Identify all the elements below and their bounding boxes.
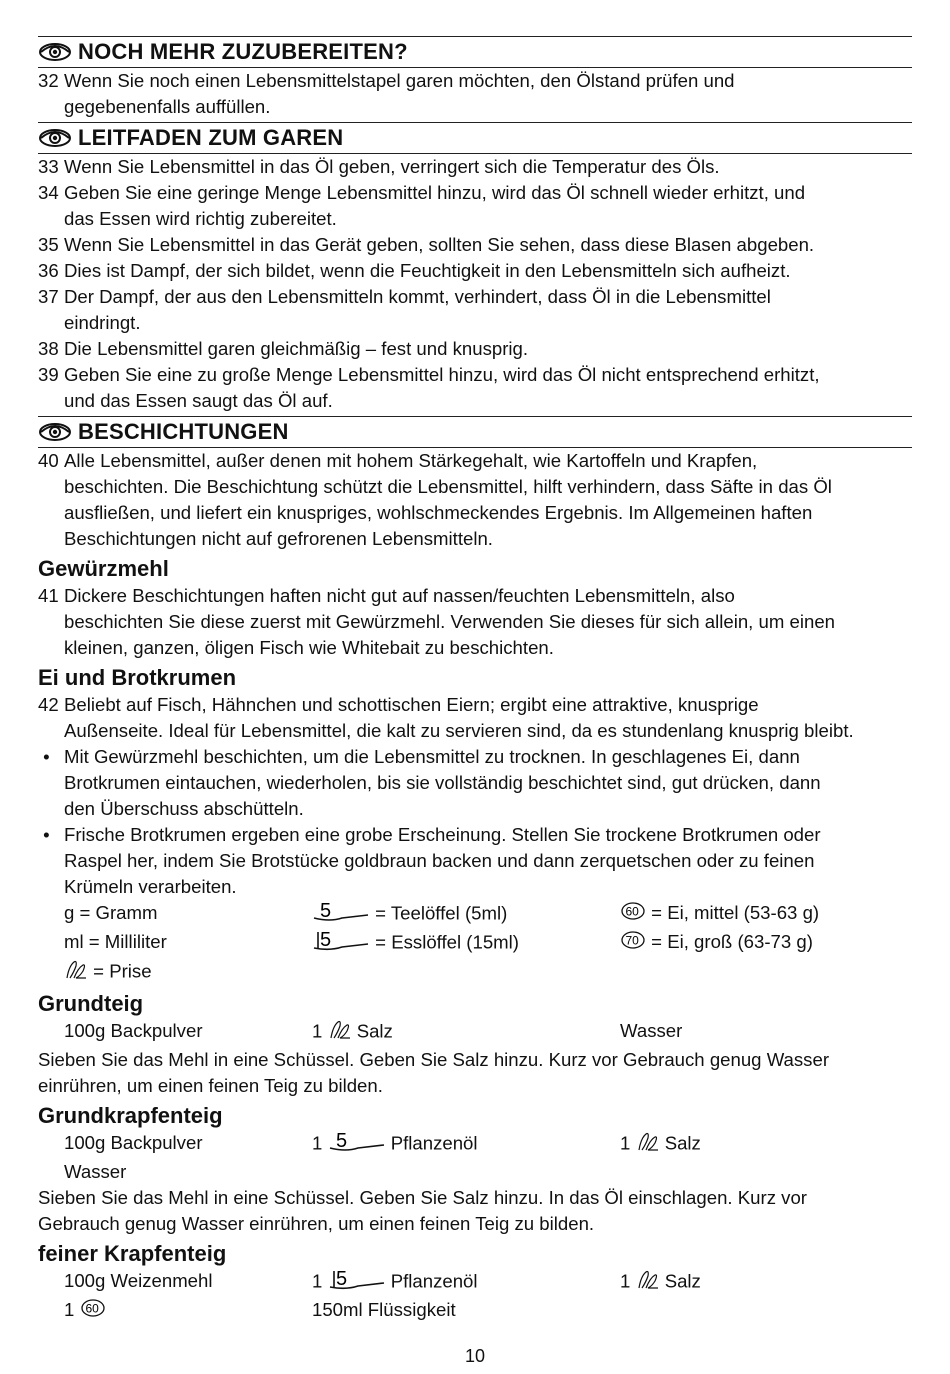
list-item: [38, 180, 912, 232]
item-number: 35: [38, 234, 59, 255]
item-text: Geben Sie eine zu große Menge Lebensmittel hinzu, wird das Öl nicht entsprechend erhitzt,: [64, 364, 820, 385]
paragraph-line: Sieben Sie das Mehl in eine Schüssel. Geben Sie Salz hinzu. Kurz vor Gebrauch genug Wasser: [38, 1049, 830, 1070]
eye-icon: [38, 422, 72, 442]
list-item: [38, 258, 912, 284]
item-text: kleinen, ganzen, öligen Fisch wie Whitebait zu beschichten.: [64, 637, 554, 658]
svg-text:5: 5: [320, 929, 332, 951]
tablespoon-icon: [312, 929, 370, 958]
section-heading: [38, 416, 912, 448]
item-number: 38: [38, 338, 59, 359]
list-item: [38, 336, 912, 362]
ingredient: 100g Backpulver: [64, 1132, 203, 1153]
subheading: Grundkrapfenteig: [38, 1103, 223, 1128]
list-item: [38, 154, 912, 180]
list-item: [38, 284, 912, 336]
tablespoon-icon: [328, 1268, 386, 1297]
item-text: Beliebt auf Fisch, Hähnchen und schottischen Eiern; ergibt eine attraktive, knusprige: [64, 694, 759, 715]
legend-milliliter: ml = Milliliter: [64, 931, 167, 952]
svg-text:5: 5: [335, 1130, 347, 1152]
legend-gram: g = Gramm: [64, 902, 158, 923]
legend-egg-large: [620, 929, 912, 958]
pinch-icon: [636, 1268, 660, 1297]
item-number: 41: [38, 585, 59, 606]
legend-row: [38, 929, 912, 958]
ingredient: 100g Weizenmehl: [64, 1270, 213, 1291]
item-text: Mit Gewürzmehl beschichten, um die Lebensmittel zu trocknen. In geschlagenes Ei, dann: [64, 746, 800, 767]
subheading: Gewürzmehl: [38, 556, 169, 581]
item-text: eindringt.: [64, 312, 141, 333]
subheading: feiner Krapfenteig: [38, 1241, 227, 1266]
subheading: Ei und Brotkrumen: [38, 665, 237, 690]
ingredient: [620, 1268, 912, 1297]
pinch-icon: [328, 1018, 352, 1047]
item-text: das Essen wird richtig zubereitet.: [64, 208, 337, 229]
list-item: [38, 362, 912, 414]
item-number: 32: [38, 70, 59, 91]
item-text: Raspel her, indem Sie Brotstücke goldbraun backen und dann zerquetschen oder zu feinen: [64, 850, 815, 871]
legend-tablespoon: [312, 929, 620, 958]
paragraph-line: Gebrauch genug Wasser einrühren, um einen feinen Teig zu bilden.: [38, 1213, 595, 1234]
pinch-icon: [64, 958, 88, 987]
ingredient: [64, 1297, 312, 1325]
item-number: 34: [38, 182, 59, 203]
ingredient-qty: 1: [312, 1132, 323, 1154]
ingredients-row: [38, 1130, 912, 1159]
ingredient-qty: 1: [312, 1020, 323, 1042]
ingredient: [312, 1130, 620, 1159]
item-text: Frische Brotkrumen ergeben eine grobe Erscheinung. Stellen Sie trockene Brotkrumen oder: [64, 824, 821, 845]
svg-text:5: 5: [335, 1268, 347, 1290]
pinch-icon: [636, 1130, 660, 1159]
egg-60-icon: [80, 1298, 106, 1325]
item-text: den Überschuss abschütteln.: [64, 798, 304, 819]
item-text: beschichten. Die Beschichtung schützt die Lebensmittel, hilft verhindern, dass Säfte in das Öl: [64, 476, 832, 497]
subheading: Grundteig: [38, 991, 144, 1016]
ingredient-name: Salz: [356, 1020, 393, 1042]
item-text: Die Lebensmittel garen gleichmäßig – fest und knusprig.: [64, 338, 529, 359]
ingredient: [312, 1018, 620, 1047]
item-number: 37: [38, 286, 59, 307]
list-item: [38, 583, 912, 661]
list-item: [38, 68, 912, 120]
item-number: 33: [38, 156, 59, 177]
bullet-item: [38, 822, 912, 900]
section-title: LEITFADEN ZUM GAREN: [78, 125, 344, 150]
item-number: 42: [38, 694, 59, 715]
item-text: Wenn Sie noch einen Lebensmittelstapel garen möchten, den Ölstand prüfen und: [64, 70, 735, 91]
item-text: Alle Lebensmittel, außer denen mit hohem Stärkegehalt, wie Kartoffeln und Krapfen,: [64, 450, 758, 471]
ingredient: [620, 1130, 912, 1159]
ingredient-name: Salz: [664, 1270, 701, 1292]
ingredient-name: Pflanzenöl: [390, 1132, 478, 1154]
list-item: [38, 448, 912, 552]
eye-icon: [38, 128, 72, 148]
legend-pinch: [38, 958, 912, 987]
document-page: [38, 34, 912, 1325]
ingredient: 100g Backpulver: [64, 1020, 203, 1041]
section-heading: [38, 36, 912, 68]
item-text: gegebenenfalls auffüllen.: [64, 96, 271, 117]
page-number: 10: [464, 1346, 486, 1366]
svg-text:5: 5: [320, 900, 332, 922]
svg-text:60: 60: [85, 1301, 99, 1316]
item-number: 36: [38, 260, 59, 281]
item-text: Brotkrumen eintauchen, wiederholen, bis sie vollständig beschichtet sind, gut drücken, dann: [64, 772, 821, 793]
paragraph-line: einrühren, um einen feinen Teig zu bilden.: [38, 1075, 383, 1096]
ingredients-row: [38, 1268, 912, 1297]
teaspoon-icon: [312, 900, 370, 929]
ingredient: 150ml Flüssigkeit: [312, 1299, 456, 1320]
ingredient-qty: 1: [620, 1270, 631, 1292]
teaspoon-icon: [328, 1130, 386, 1159]
legend-text: = Ei, mittel (53-63 g): [651, 902, 820, 923]
section-title: BESCHICHTUNGEN: [78, 419, 289, 444]
item-text: Wenn Sie Lebensmittel in das Öl geben, verringert sich die Temperatur des Öls.: [64, 156, 720, 177]
item-text: Krümeln verarbeiten.: [64, 876, 237, 897]
section-title: NOCH MEHR ZUZUBEREITEN?: [78, 39, 408, 64]
eye-icon: [38, 42, 72, 62]
item-text: und das Essen saugt das Öl auf.: [64, 390, 333, 411]
legend-text: = Ei, groß (63-73 g): [651, 931, 813, 952]
section-heading: [38, 122, 912, 154]
item-text: Dickere Beschichtungen haften nicht gut auf nassen/feuchten Lebensmitteln, also: [64, 585, 735, 606]
item-text: Wenn Sie Lebensmittel in das Gerät geben, sollten Sie sehen, dass diese Blasen abgeben.: [64, 234, 815, 255]
legend-text: = Teelöffel (5ml): [375, 902, 508, 924]
bullet-icon: •: [38, 824, 50, 845]
item-text: beschichten Sie diese zuerst mit Gewürzmehl. Verwenden Sie dieses für sich allein, um einen: [64, 611, 835, 632]
legend-teaspoon: [312, 900, 620, 929]
egg-60-icon: [620, 901, 646, 928]
item-text: Der Dampf, der aus den Lebensmitteln kommt, verhindert, dass Öl in die Lebensmittel: [64, 286, 771, 307]
bullet-item: [38, 744, 912, 822]
ingredient-qty: 1: [620, 1132, 631, 1154]
item-text: Beschichtungen nicht auf gefrorenen Lebensmitteln.: [64, 528, 493, 549]
item-text: ausfließen, und liefert ein knuspriges, wohlschmeckendes Ergebnis. Im Allgemeinen haften: [64, 502, 813, 523]
egg-70-icon: [620, 930, 646, 957]
ingredient-qty: 1: [64, 1299, 75, 1320]
svg-text:70: 70: [625, 933, 639, 948]
item-number: 39: [38, 364, 59, 385]
item-number: 40: [38, 450, 59, 471]
ingredient: [312, 1268, 620, 1297]
paragraph-line: Sieben Sie das Mehl in eine Schüssel. Geben Sie Salz hinzu. In das Öl einschlagen. Kurz vor: [38, 1187, 807, 1208]
ingredient: Wasser: [620, 1020, 683, 1041]
legend-text: = Esslöffel (15ml): [375, 931, 519, 953]
ingredients-row: [38, 1018, 912, 1047]
ingredients-row: [38, 1297, 912, 1325]
item-text: Außenseite. Ideal für Lebensmittel, die kalt zu servieren sind, da es stundenlang knusprig bleibt.: [64, 720, 854, 741]
list-item: [38, 232, 912, 258]
ingredient: Wasser: [64, 1161, 127, 1182]
svg-text:60: 60: [625, 904, 639, 919]
bullet-icon: •: [38, 746, 50, 767]
legend-row: [38, 900, 912, 929]
item-text: Dies ist Dampf, der sich bildet, wenn die Feuchtigkeit in den Lebensmitteln sich aufheizt.: [64, 260, 791, 281]
ingredient-name: Pflanzenöl: [390, 1270, 478, 1292]
list-item: [38, 692, 912, 744]
legend-text: = Prise: [93, 960, 152, 982]
ingredient-qty: 1: [312, 1270, 323, 1292]
legend-egg-medium: [620, 900, 912, 929]
item-text: Geben Sie eine geringe Menge Lebensmittel hinzu, wird das Öl schnell wieder erhitzt, und: [64, 182, 806, 203]
ingredient-name: Salz: [664, 1132, 701, 1154]
